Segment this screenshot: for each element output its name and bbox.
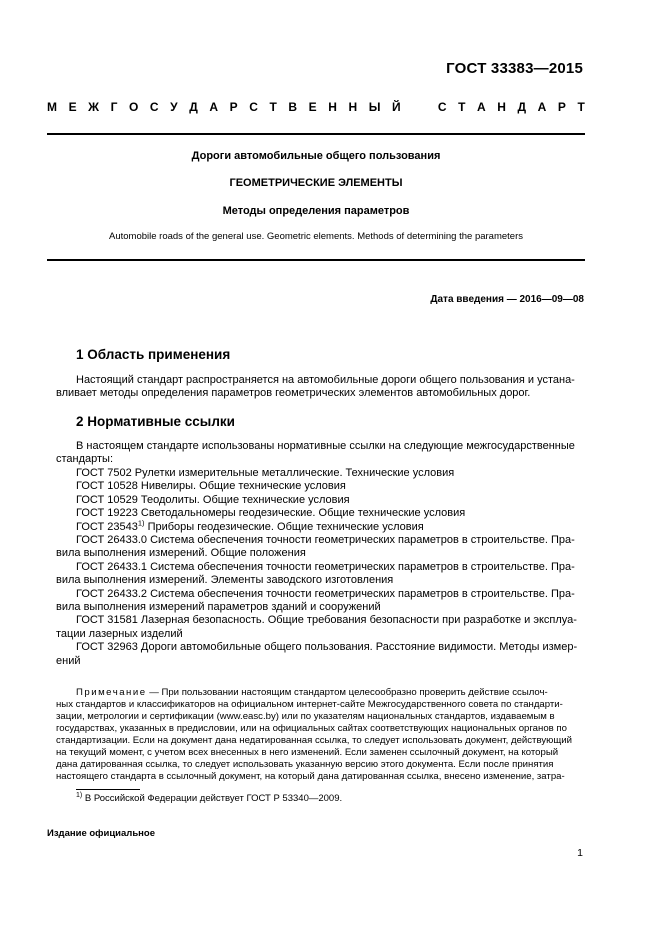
reference-item: ГОСТ 10528 Нивелиры. Общие технические условия	[76, 480, 346, 493]
section-2-heading: 2 Нормативные ссылки	[76, 414, 235, 429]
heading-letter: Т	[577, 100, 585, 114]
heading-letter: Й	[392, 100, 401, 114]
date-of-introduction: Дата введения — 2016—09—08	[430, 294, 584, 305]
reference-item: ГОСТ 26433.1 Система обеспечения точности геометрических параметров в строительстве. Пра-	[76, 560, 575, 573]
note-line: зации, метрологии и сертификации (www.easc.by) или по указателям национальных стандартов, издаваемым в	[56, 711, 555, 722]
reference-item-cont: ений	[56, 654, 81, 667]
word-gap	[412, 100, 426, 114]
heading-letter: Р	[229, 100, 238, 114]
reference-item: ГОСТ 26433.2 Система обеспечения точности геометрических параметров в строительстве. Пра-	[76, 587, 575, 600]
section-2-intro	[56, 440, 585, 467]
heading-letter: М	[47, 100, 57, 114]
heading-letter: Н	[497, 100, 506, 114]
header-rule	[47, 133, 585, 135]
note-line: на текущий момент, с учетом всех внесенных в него изменений. Если заменен ссылочный документ, на который	[56, 747, 559, 758]
section-2-intro-line-2: стандарты:	[56, 453, 114, 466]
reference-item: ГОСТ 26433.0 Система обеспечения точности геометрических параметров в строительстве. Пра-	[76, 534, 575, 547]
heading-letter: С	[149, 100, 159, 114]
heading-letter: Д	[189, 100, 198, 114]
heading-letter: В	[288, 100, 298, 114]
heading-letter: Т	[269, 100, 277, 114]
title-methods: Методы определения параметров	[222, 205, 410, 217]
note-label: Примечание	[76, 687, 147, 698]
interstate-standard-heading	[47, 100, 585, 114]
section-1-heading: 1 Область применения	[76, 347, 231, 362]
heading-letter: А	[537, 100, 547, 114]
note-line: дана датированная ссылка, то следует использовать указанную версию этого документа. Если после принятия	[56, 759, 554, 770]
reference-list	[56, 467, 585, 668]
title-main: Дороги автомобильные общего пользования	[191, 150, 441, 162]
title-english: Automobile roads of the general use. Geometric elements. Methods of determining the parameters	[109, 231, 523, 242]
reference-item: ГОСТ 10529 Теодолиты. Общие технические условия	[76, 493, 350, 506]
official-edition: Издание официальное	[47, 828, 155, 839]
reference-item-cont: тации лазерных изделий	[56, 627, 183, 640]
note-line: настоящего стандарта в ссылочный документ, на который дана датированная ссылка, внесено изменение, затра-	[56, 771, 565, 782]
reference-title: Приборы геодезические. Общие технические условия	[144, 520, 424, 533]
reference-item: ГОСТ 32963 Дороги автомобильные общего пользования. Расстояние видимости. Методы измер-	[76, 641, 578, 654]
section-2-intro-line-1: В настоящем стандарте использованы нормативные ссылки на следующие межгосударственные	[76, 440, 575, 452]
heading-letter: С	[437, 100, 447, 114]
reference-item: ГОСТ 7502 Рулетки измерительные металлические. Технические условия	[76, 467, 455, 479]
footnote	[76, 793, 342, 804]
heading-letter: О	[129, 100, 139, 114]
reference-code: ГОСТ 23543	[76, 520, 138, 533]
footnote-text: В Российской Федерации действует ГОСТ Р 53340—2009.	[82, 793, 343, 804]
heading-letter: Р	[557, 100, 566, 114]
heading-letter: А	[209, 100, 219, 114]
heading-letter: Н	[348, 100, 358, 114]
heading-letter: А	[477, 100, 486, 114]
heading-letter: С	[249, 100, 258, 114]
reference-item: ГОСТ 31581 Лазерная безопасность. Общие требования безопасности при разработке и эксплуа-	[76, 614, 577, 627]
reference-item: ГОСТ 19223 Светодальномеры геодезические. Общие технические условия	[76, 507, 466, 520]
footnote-rule	[76, 789, 140, 790]
footnote-mark: 1)	[76, 791, 83, 799]
footnote-marker: 1)	[137, 517, 145, 527]
heading-letter: У	[170, 100, 178, 114]
note-line: государствах, указанных в предисловии, или на официальных сайтах соответствующих национальных органов по	[56, 723, 567, 734]
section-1-line-1: Настоящий стандарт распространяется на автомобильные дороги общего пользования и устана-	[76, 374, 575, 386]
heading-letter: Г	[110, 100, 118, 114]
heading-letter: Ж	[88, 100, 100, 114]
section-1-line-2: вливает методы определения параметров геометрических элементов автомобильных дорог.	[56, 387, 531, 400]
heading-letter: Ы	[368, 100, 381, 114]
heading-letter: Д	[517, 100, 527, 114]
gost-number: ГОСТ 33383—2015	[446, 60, 583, 77]
note-text: — При пользовании настоящим стандартом целесообразно проверить действие ссылоч-	[146, 687, 548, 698]
note-line	[56, 687, 585, 699]
heading-letter: Т	[458, 100, 466, 114]
heading-letter: Е	[68, 100, 77, 114]
section-1-text	[56, 374, 585, 401]
heading-letter: Н	[328, 100, 337, 114]
reference-item-cont: вила выполнения измерений. Общие положения	[56, 547, 306, 560]
title-rule	[47, 259, 585, 261]
reference-item-cont: вила выполнения измерений. Элементы заводского изготовления	[56, 574, 394, 587]
reference-item	[56, 517, 585, 534]
note-line: стандартизации. Если на документ дана недатированная ссылка, то следует использовать документ, действующий	[56, 735, 572, 746]
note-line: ных стандартов и классификаторов на официальном интернет-сайте Межгосударственного совета по стандарти-	[56, 699, 563, 710]
heading-letter: Е	[308, 100, 317, 114]
reference-item-cont: вила выполнения измерений параметров зданий и сооружений	[56, 601, 381, 614]
page-number: 1	[577, 847, 583, 859]
title-sub: ГЕОМЕТРИЧЕСКИЕ ЭЛЕМЕНТЫ	[229, 177, 403, 189]
note-block	[56, 687, 585, 783]
